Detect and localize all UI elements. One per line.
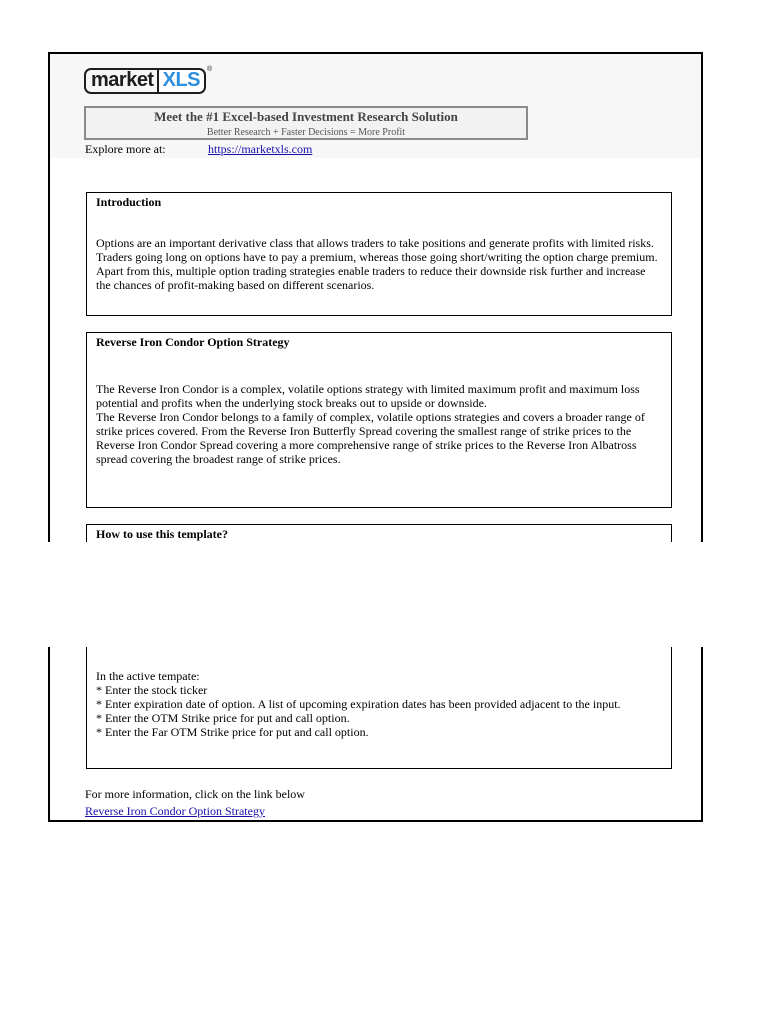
howto-line: * Enter expiration date of option. A list of upcoming expiration dates has been provided adjacent to the input.	[96, 697, 621, 711]
strategy-link[interactable]: Reverse Iron Condor Option Strategy	[85, 804, 265, 818]
introduction-section	[86, 192, 672, 316]
howto-line: In the active tempate:	[96, 669, 200, 683]
logo-registered-mark: ®	[207, 66, 213, 73]
logo-market-text: market	[84, 68, 157, 94]
document-frame-bottom	[48, 647, 703, 822]
promo-banner	[84, 106, 528, 140]
strategy-section	[86, 332, 672, 508]
document-frame-top	[48, 52, 703, 542]
banner-title: Meet the #1 Excel-based Investment Research Solution	[154, 109, 458, 124]
howto-line: * Enter the Far OTM Strike price for put and call option.	[96, 725, 369, 739]
banner-subtitle: Better Research + Faster Decisions = More Profit	[206, 127, 406, 138]
introduction-body: Options are an important derivative class that allows traders to take positions and generate profits with limited risks. Traders going long on options have to pay a premium, whereas those going short/writing the option charge premium. Apart from this, multiple option trading strategies enable traders to reduce their downside risk further and increase the chances of profit-making based on different scenarios.	[96, 236, 658, 292]
howto-line: * Enter the stock ticker	[96, 683, 208, 697]
strategy-body-2: The Reverse Iron Condor belongs to a family of complex, volatile options strategies and covers a broader range of strike prices covered. From the Reverse Iron Butterfly Spread covering the smallest range of strike prices to the Reverse Iron Condor Spread covering a more comprehensive range of strike prices to the Reverse Iron Albatross spread covering the broadest range of strike prices.	[96, 410, 645, 466]
logo-xls-text: XLS	[157, 68, 206, 94]
more-info-text: For more information, click on the link below	[85, 787, 305, 801]
introduction-title: Introduction	[96, 195, 162, 209]
marketxls-logo	[84, 68, 212, 94]
howto-line: * Enter the OTM Strike price for put and call option.	[96, 711, 350, 725]
howto-title: How to use this template?	[96, 527, 228, 541]
strategy-body-1: The Reverse Iron Condor is a complex, volatile options strategy with limited maximum profit and maximum loss potential and profits when the underlying stock breaks out to upside or downside.	[96, 382, 640, 410]
explore-label: Explore more at:	[85, 142, 166, 156]
explore-link[interactable]: https://marketxls.com	[208, 142, 313, 156]
strategy-title: Reverse Iron Condor Option Strategy	[96, 335, 290, 349]
howto-section-top	[86, 524, 672, 542]
howto-section-bottom	[86, 647, 672, 769]
